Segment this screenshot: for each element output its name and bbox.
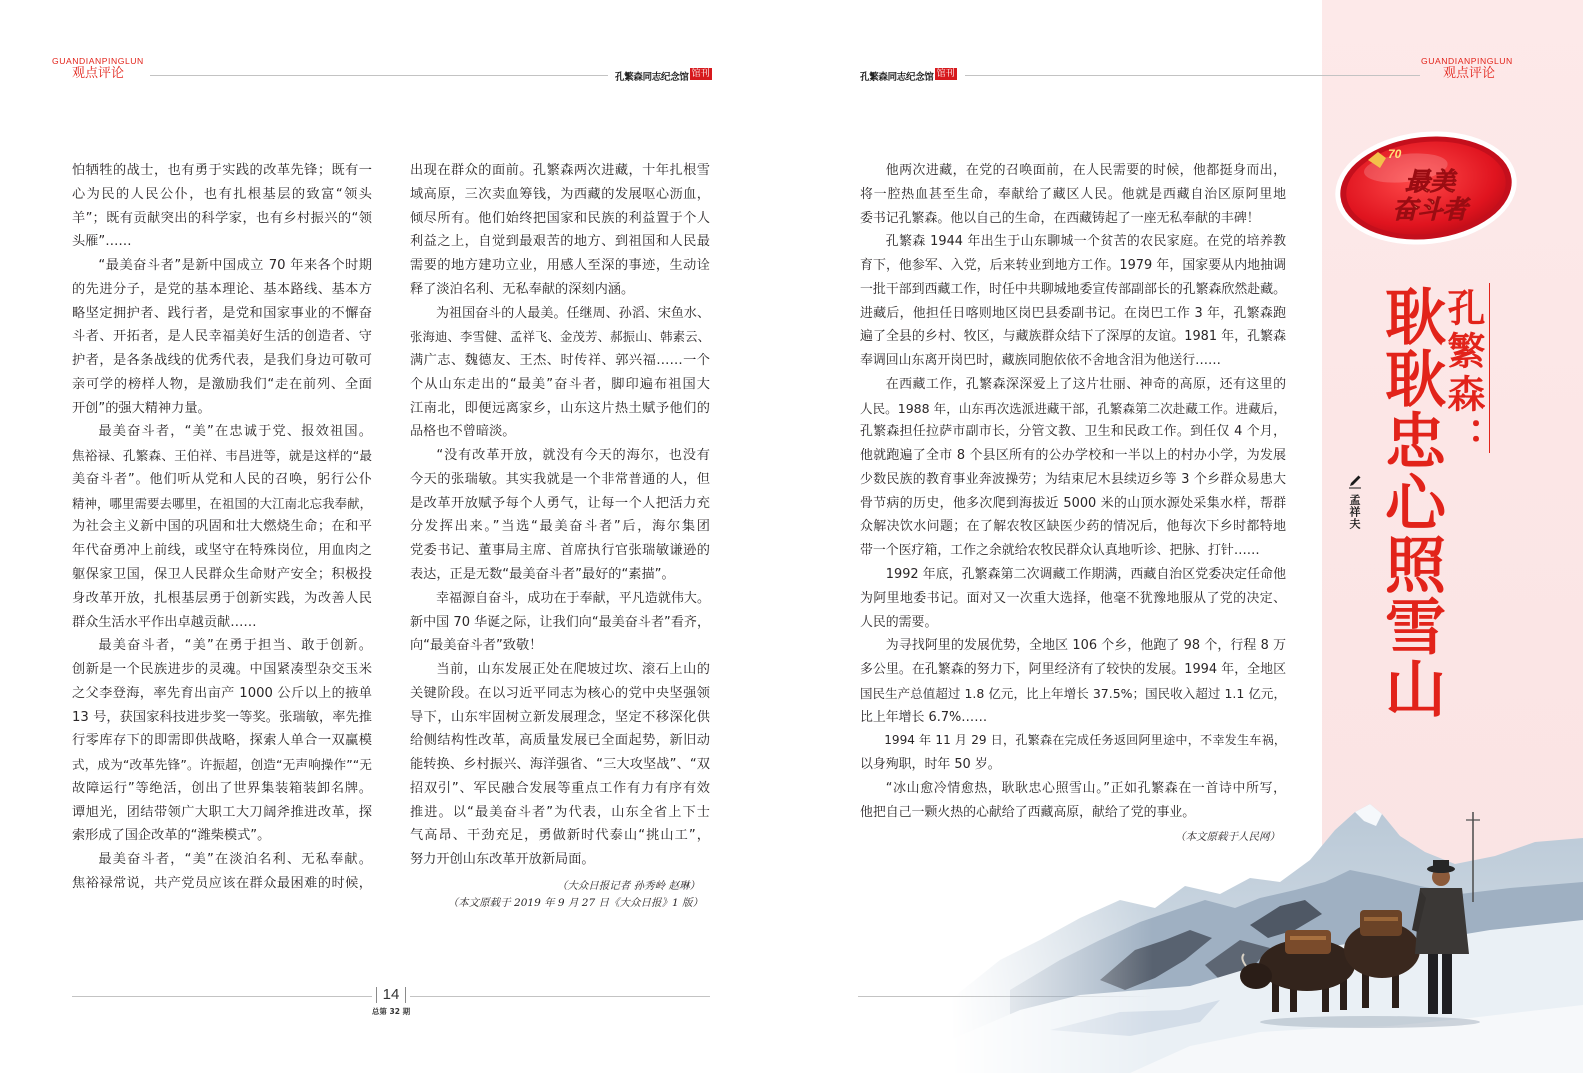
text-line: 年代奋勇冲上前线，或坚守在特殊岗位，用血肉之 bbox=[72, 543, 372, 559]
text-line: 努力开创山东改革开放新局面。 bbox=[410, 852, 595, 868]
badge-line-1: 最美 bbox=[1404, 167, 1456, 196]
ground-shadow bbox=[1260, 1016, 1480, 1028]
text-line: 13 号，获国家科技进步奖一等奖。张瑞敏，率先推 bbox=[72, 709, 372, 725]
text-line: 为社会主义新中国的巩固和壮大燃烧生命；在和平 bbox=[72, 519, 372, 535]
journal-logo-text: 孔繁森同志纪念馆 bbox=[615, 72, 689, 83]
text-line: 为祖国奋斗的人最美。任继周、孙滔、宋鱼水、 bbox=[436, 305, 710, 321]
text-line: 为阿里地委书记。面对又一次重大选择，他毫不犹豫地服从了党的决定、 bbox=[860, 590, 1286, 606]
text-line: 将一腔热血甚至生命，奉献给了藏区人民。他就是西藏自治区原阿里地 bbox=[860, 186, 1286, 202]
text-line: 亲可学的榜样人物，是激励我们“走在前列、全面 bbox=[72, 376, 372, 392]
badge-line-2: 奋斗者 bbox=[1392, 195, 1468, 224]
text-line: 1994 年 11 月 29 日，孔繁森在完成任务返回阿里途中，不幸发生车祸， bbox=[884, 733, 1286, 748]
text-line: 导下，山东牢固树立新发展理念，坚定不移深化供 bbox=[410, 709, 710, 725]
text-line: 为寻找阿里的发展优势，全地区 106 个乡，他跑了 98 个，行程 8 万 bbox=[885, 638, 1286, 654]
text-line: 最美奋斗者，“美”在勇于担当、敢于创新。 bbox=[98, 638, 372, 654]
pen-icon bbox=[1347, 473, 1363, 489]
snow-mountain-photo bbox=[950, 790, 1583, 1073]
text-line: 一批干部到西藏工作，时任中共聊城地委宣传部副部长的孔繁森欣然赴藏。 bbox=[860, 281, 1286, 297]
header-rule-right bbox=[965, 75, 1420, 76]
text-line: 之父李登海，率先育出亩产 1000 公斤以上的掖单 bbox=[72, 685, 372, 701]
article-author: 孟祥夫 bbox=[1348, 494, 1361, 530]
text-line: 众解决饮水问题；在了解农牧区缺医少药的情况后，他每次下乡时都特地 bbox=[860, 519, 1286, 535]
journal-logo-left bbox=[615, 68, 712, 84]
text-line: 在西藏工作，孔繁森深深爱上了这片壮丽、神奇的高原，还有这里的 bbox=[885, 376, 1286, 392]
text-line: 给侧结构性改革，高质量发展已全面起势，新旧动 bbox=[410, 733, 710, 749]
article-title-name: 孔繁森： bbox=[1441, 288, 1485, 460]
text-line: 育下，他参军、入党，后来转业到地方工作。1979 年，国家要从内地抽调 bbox=[860, 258, 1286, 274]
text-line: 向“最美奋斗者”致敬！ bbox=[410, 638, 543, 654]
text-line: 怕牺牲的战士，也有勇于实践的改革先锋；既有一 bbox=[72, 163, 372, 178]
text-line: 进藏后，他担任日喀则地区岗巴县委副书记。在岗巴工作 3 年，孔繁森跑 bbox=[860, 305, 1286, 321]
text-line: 品格也不曾暗淡。 bbox=[410, 424, 516, 440]
text-line: 焦裕禄常说，共产党员应该在群众最困难的时候， bbox=[72, 875, 372, 891]
header-pinyin-left: GUANDIANPINGLUN bbox=[52, 56, 144, 66]
header-pinyin-right: GUANDIANPINGLUN bbox=[1421, 56, 1513, 66]
text-line: 今天的张瑞敏。其实我就是一个非常普通的人，但 bbox=[410, 471, 710, 487]
header-section-left: 观点评论 bbox=[72, 66, 125, 81]
text-line: 他把自己一颗火热的心献给了西藏高原，献给了党的事业。 bbox=[860, 804, 1196, 820]
text-line: 遍了全县的乡村、牧区，与藏族群众结下了深厚的友谊。1981 年，孔繁森 bbox=[860, 329, 1286, 345]
right-page-article bbox=[860, 159, 1286, 824]
text-line: 利益之上，自觉到最艰苦的地方、到祖国和人民最 bbox=[410, 234, 710, 250]
footer-rule-left-a bbox=[72, 996, 372, 997]
left-page-column-2 bbox=[410, 159, 710, 872]
credit-source-right: （本文原载于人民网） bbox=[1175, 831, 1280, 843]
credit-author: （大众日报记者 孙秀岭 赵琳） bbox=[556, 880, 700, 892]
text-line: 江南北，即便远离家乡，山东这片热土赋予他们的 bbox=[410, 400, 710, 416]
text-line: 心为民的人民公仆，也有扎根基层的致富“领头 bbox=[72, 186, 372, 202]
text-line: 最美奋斗者，“美”在淡泊名利、无私奉献。 bbox=[98, 852, 372, 868]
text-line: “最美奋斗者”是新中国成立 70 年来各个时期 bbox=[98, 258, 372, 274]
text-line: 人民的需要。 bbox=[860, 614, 938, 630]
journal-logo-text: 孔繁森同志纪念馆 bbox=[860, 72, 934, 83]
text-line: 身改革开放，扎根基层勇于创新实践，为改善人民 bbox=[72, 590, 372, 606]
header-rule-left bbox=[150, 75, 608, 76]
text-line: 带一个医疗箱，工作之余就给农牧民群众认真地听诊、把脉、打针…… bbox=[860, 543, 1260, 559]
text-line: 他就跑遍了全市 8 个县区所有的公办学校和一半以上的村办小学，为发展 bbox=[860, 448, 1286, 464]
text-line: 美奋斗者”。他们听从党和人民的召唤，躬行公仆 bbox=[72, 471, 372, 487]
text-line: 羊”；既有贡献突出的科学家，也有乡村振兴的“领 bbox=[72, 210, 372, 226]
text-line: 以身殉职，时年 50 岁。 bbox=[860, 757, 1001, 773]
text-line: 精神，哪里需要去哪里，在祖国的大江南北忘我奉献， bbox=[72, 495, 372, 511]
text-line: 最美奋斗者，“美”在忠诚于党、报效祖国。 bbox=[98, 424, 372, 440]
text-line: 索形成了国企改革的“潍柴模式”。 bbox=[72, 828, 271, 844]
text-line: 孔繁森 1944 年出生于山东聊城一个贫苦的农民家庭。在党的培养教 bbox=[885, 234, 1286, 250]
text-line: 党委书记、董事局主席、首席执行官张瑞敏谦逊的 bbox=[410, 543, 710, 559]
text-line: 个从山东走出的“最美”奋斗者，脚印遍布祖国大 bbox=[410, 376, 710, 392]
text-line: 倾尽所有。他们始终把国家和民族的利益置于个人 bbox=[410, 210, 710, 226]
header-section-right: 观点评论 bbox=[1443, 66, 1496, 81]
text-line: 奉调回山东离开岗巴时，藏族同胞依依不舍地含泪为他送行…… bbox=[860, 353, 1221, 369]
text-line: 骨节病的历史，他多次爬到海拔近 5000 米的山顶水源处采集水样，帮群 bbox=[860, 495, 1286, 511]
best-strivers-badge bbox=[1330, 126, 1522, 250]
text-line: 比上年增长 6.7%…… bbox=[860, 709, 988, 725]
text-line: 谭旭光，团结带领广大职工大刀阔斧推进改革，探 bbox=[72, 804, 372, 820]
text-line: 张海迪、李雪健、孟祥飞、金茂芳、郝振山、韩素云、 bbox=[410, 329, 710, 345]
text-line: 开创”的强大精神力量。 bbox=[72, 400, 211, 416]
text-line: 气高昂、干劲充足，勇做新时代泰山“挑山工”， bbox=[410, 828, 710, 844]
journal-logo-badge: 馆刊 bbox=[691, 69, 710, 79]
text-line: 护者，是各条战线的优秀代表，是我们身边可敬可 bbox=[72, 353, 372, 369]
text-line: 新中国 70 华诞之际，让我们向“最美奋斗者”看齐， bbox=[410, 614, 710, 630]
journal-logo-badge: 馆刊 bbox=[936, 69, 955, 79]
badge-year: 70 bbox=[1388, 147, 1402, 161]
text-line: 关键阶段。在以习近平同志为核心的党中央坚强领 bbox=[410, 685, 710, 701]
text-line: 幸福源自奋斗，成功在于奉献，平凡造就伟大。 bbox=[436, 590, 710, 606]
credit-source-left: （本文原载于 2019 年 9 月 27 日《大众日报》1 版） bbox=[447, 897, 703, 909]
text-line: 多公里。在孔繁森的努力下，阿里经济有了较快的发展。1994 年，全地区 bbox=[860, 662, 1286, 678]
text-line: 人民。1988 年，山东再次选派进藏干部，孔繁森第二次赴藏工作。进藏后， bbox=[860, 400, 1286, 416]
article-title-main: 耿耿忠心照雪山 bbox=[1375, 285, 1446, 719]
text-line: “没有改革开放，就没有今天的海尔，也没有 bbox=[436, 448, 710, 464]
text-line: 斗者、开拓者，是人民幸福美好生活的创造者、守 bbox=[72, 329, 372, 345]
text-line: 故障运行”等绝活，创出了世界集装箱装卸名牌。 bbox=[72, 780, 372, 796]
text-line: 式，成为“改革先锋”。许振超，创造“无声响操作”“无 bbox=[72, 757, 372, 773]
page-number-left: 14 bbox=[376, 987, 406, 1003]
text-line: “冰山愈冷情愈热，耿耿忠心照雪山。”正如孔繁森在一首诗中所写， bbox=[885, 780, 1286, 796]
text-line: 是改革开放赋予每个人勇气，让每一个人把活力充 bbox=[410, 495, 710, 511]
left-page-column-1 bbox=[72, 159, 372, 896]
text-line: 当前，山东发展正处在爬坡过坎、滚石上山的 bbox=[436, 662, 710, 678]
text-line: 头雁”…… bbox=[72, 234, 132, 250]
text-line: 创新是一个民族进步的灵魂。中国紧凑型杂交玉米 bbox=[72, 662, 372, 678]
title-divider-line bbox=[1489, 283, 1490, 453]
text-line: 招双引”、军民融合发展等重点工作有力有序有效 bbox=[410, 780, 710, 796]
text-line: 他两次进藏，在党的召唤面前，在人民需要的时候，他都挺身而出， bbox=[885, 163, 1286, 178]
text-line: 出现在群众的面前。孔繁森两次进藏，十年扎根雪 bbox=[410, 163, 710, 178]
text-line: 行零库存下的即需即供战略，探索人单合一双赢模 bbox=[72, 733, 372, 749]
text-line: 少数民族的教育事业奔波操劳；为结束尼木县续迈乡等 3 个乡群众易患大 bbox=[860, 471, 1286, 487]
text-line: 群众生活水平作出卓越贡献…… bbox=[72, 614, 257, 630]
text-line: 躯保家卫国，保卫人民群众生命财产安全；积极投 bbox=[72, 567, 372, 583]
text-line: 国民生产总值超过 1.8 亿元，比上年增长 37.5%；国民收入超过 1.1 亿元， bbox=[860, 685, 1286, 701]
text-line: 略坚定拥护者、践行者，是党和国家事业的不懈奋 bbox=[72, 305, 372, 321]
text-line: 需要的地方建功立业，用感人至深的事迹，生动诠 bbox=[410, 258, 710, 274]
text-line: 1992 年底，孔繁森第二次调藏工作期满，西藏自治区党委决定任命他 bbox=[885, 567, 1286, 583]
text-line: 域高原，三次卖血筹钱，为西藏的发展呕心沥血， bbox=[410, 186, 710, 202]
text-line: 的先进分子，是党的基本理论、基本路线、基本方 bbox=[72, 281, 372, 297]
text-line: 委书记孔繁森。他以自己的生命，在西藏铸起了一座无私奉献的丰碑！ bbox=[860, 210, 1260, 226]
issue-label-left: 总第 32 期 bbox=[371, 1007, 411, 1016]
text-line: 焦裕禄、孔繁森、王伯祥、韦昌进等，就是这样的“最 bbox=[72, 448, 372, 464]
journal-logo-right bbox=[860, 68, 957, 84]
text-line: 表达，正是无数“最美奋斗者”最好的“素描”。 bbox=[410, 567, 675, 583]
text-line: 分发挥出来。”当选“最美奋斗者”后，海尔集团 bbox=[410, 519, 710, 535]
text-line: 推进。以“最美奋斗者”为代表，山东全省上下士 bbox=[410, 804, 710, 820]
text-line: 满广志、魏德友、王杰、时传祥、郭兴福……一个 bbox=[410, 353, 710, 369]
text-line: 释了淡泊名利、无私奉献的深刻内涵。 bbox=[410, 281, 635, 297]
text-line: 孔繁森担任拉萨市副市长，分管文教、卫生和民政工作。到任仅 4 个月， bbox=[860, 424, 1286, 440]
footer-rule-left-b bbox=[410, 996, 710, 997]
text-line: 能转换、乡村振兴、海洋强省、“三大攻坚战”、“双 bbox=[410, 757, 710, 773]
